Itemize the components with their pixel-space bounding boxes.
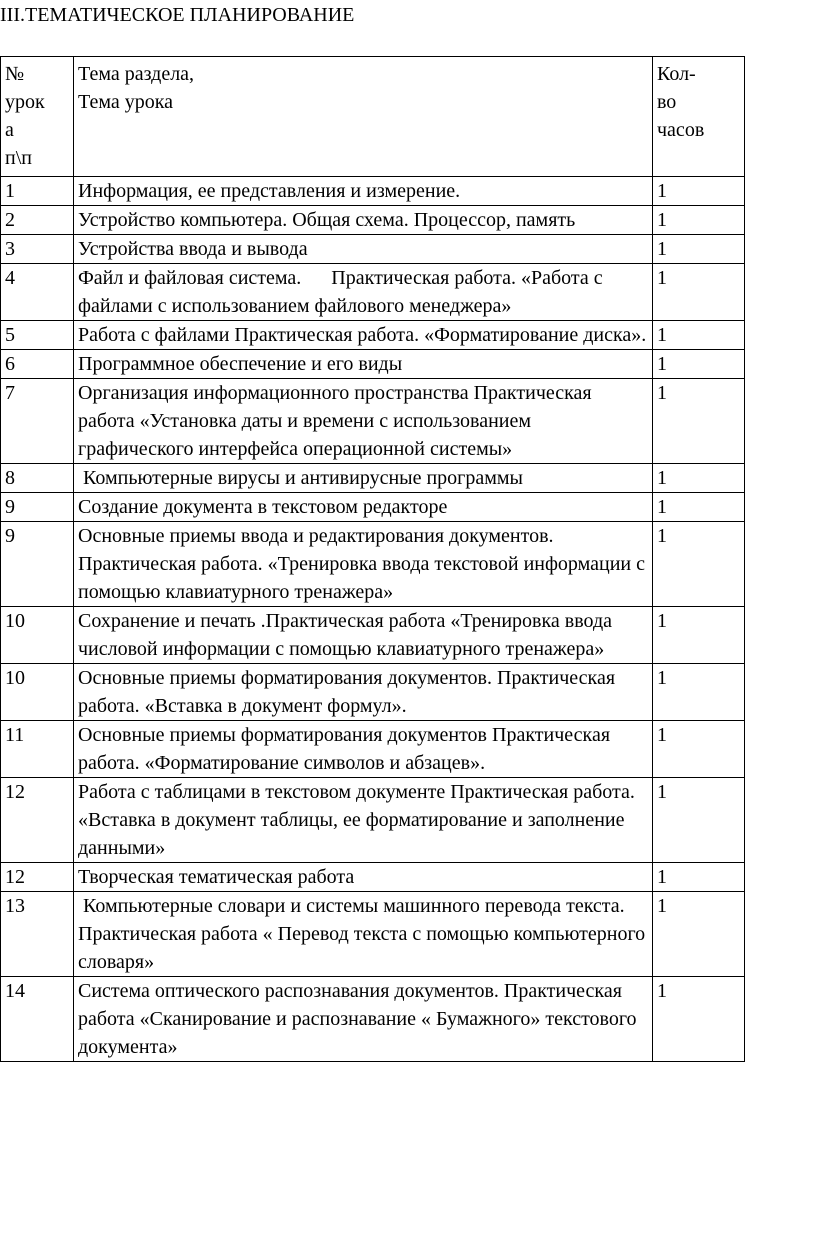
table-row [1,235,745,264]
lesson-topic: Основные приемы ввода и редактирования документов. Практическая работа. «Тренировка ввода текстовой информации с помощью клавиатурного тренажера» [74,522,653,607]
lesson-topic: Устройства ввода и вывода [74,235,653,264]
lesson-hours: 1 [653,522,745,607]
table-row [1,892,745,977]
lesson-number: 2 [1,206,74,235]
header-lesson-number-line: п\п [5,147,32,169]
lesson-number: 6 [1,350,74,379]
lesson-hours: 1 [653,464,745,493]
lesson-hours: 1 [653,721,745,778]
lesson-number: 14 [1,977,74,1062]
table-row [1,464,745,493]
lesson-hours: 1 [653,977,745,1062]
lesson-number: 10 [1,607,74,664]
lesson-hours: 1 [653,493,745,522]
lesson-hours: 1 [653,863,745,892]
lesson-number: 12 [1,778,74,863]
lesson-number: 11 [1,721,74,778]
table-row [1,977,745,1062]
table-row [1,721,745,778]
table-row [1,350,745,379]
table-row [1,863,745,892]
lesson-topic: Компьютерные вирусы и антивирусные программы [74,464,653,493]
lesson-hours: 1 [653,350,745,379]
header-hours-line: часов [657,119,705,141]
lesson-number: 8 [1,464,74,493]
lesson-hours: 1 [653,778,745,863]
header-topic [74,57,653,177]
lesson-topic: Основные приемы форматирования документов Практическая работа. «Форматирование символов и абзацев». [74,721,653,778]
lesson-hours: 1 [653,321,745,350]
lesson-number: 10 [1,664,74,721]
lesson-topic: Система оптического распознавания документов. Практическая работа «Сканирование и распознавание « Бумажного» текстового документа» [74,977,653,1062]
lesson-topic: Компьютерные словари и системы машинного перевода текста. Практическая работа « Перевод текста с помощью компьютерного словаря» [74,892,653,977]
table-row [1,177,745,206]
header-lesson-number [1,57,74,177]
lesson-topic: Сохранение и печать .Практическая работа «Тренировка ввода числовой информации с помощью клавиатурного тренажера» [74,607,653,664]
lesson-number: 12 [1,863,74,892]
lesson-hours: 1 [653,379,745,464]
lesson-topic: Работа с файлами Практическая работа. «Форматирование диска». [74,321,653,350]
lesson-topic: Файл и файловая система. Практическая работа. «Работа с файлами с использованием файлового менеджера» [74,264,653,321]
header-hours-line: во [657,91,677,113]
lesson-topic: Информация, ее представления и измерение. [74,177,653,206]
lesson-hours: 1 [653,264,745,321]
lesson-hours: 1 [653,177,745,206]
table-row [1,206,745,235]
table-row [1,664,745,721]
table-row [1,522,745,607]
lesson-number: 13 [1,892,74,977]
page-title: III.ТЕМАТИЧЕСКОЕ ПЛАНИРОВАНИЕ [0,4,355,26]
lesson-topic: Творческая тематическая работа [74,863,653,892]
lesson-number: 3 [1,235,74,264]
lesson-topic: Создание документа в текстовом редакторе [74,493,653,522]
header-hours [653,57,745,177]
table-row [1,321,745,350]
header-hours-line: Кол- [657,63,696,85]
header-lesson-number-line: урок [5,91,45,113]
lesson-number: 1 [1,177,74,206]
lesson-hours: 1 [653,206,745,235]
header-lesson-number-line: а [5,119,14,141]
lesson-number: 4 [1,264,74,321]
table-row [1,493,745,522]
lesson-topic: Основные приемы форматирования документов. Практическая работа. «Вставка в документ формул». [74,664,653,721]
table-row [1,379,745,464]
lesson-topic: Организация информационного пространства Практическая работа «Установка даты и времени с использованием графического интерфейса операционной системы» [74,379,653,464]
lesson-plan-table [0,56,745,1062]
lesson-hours: 1 [653,892,745,977]
table-row [1,778,745,863]
lesson-number: 9 [1,493,74,522]
lesson-number: 5 [1,321,74,350]
header-topic-line: Тема урока [78,91,174,113]
lesson-topic: Работа с таблицами в текстовом документе Практическая работа. «Вставка в документ таблицы, ее форматирование и заполнение данными» [74,778,653,863]
header-topic-line: Тема раздела, [78,63,195,85]
table-row [1,607,745,664]
table-header-row [1,57,745,177]
lesson-topic: Программное обеспечение и его виды [74,350,653,379]
lesson-hours: 1 [653,607,745,664]
header-lesson-number-line: № [5,63,25,85]
lesson-number: 7 [1,379,74,464]
lesson-hours: 1 [653,235,745,264]
table-row [1,264,745,321]
lesson-number: 9 [1,522,74,607]
lesson-hours: 1 [653,664,745,721]
lesson-topic: Устройство компьютера. Общая схема. Процессор, память [74,206,653,235]
